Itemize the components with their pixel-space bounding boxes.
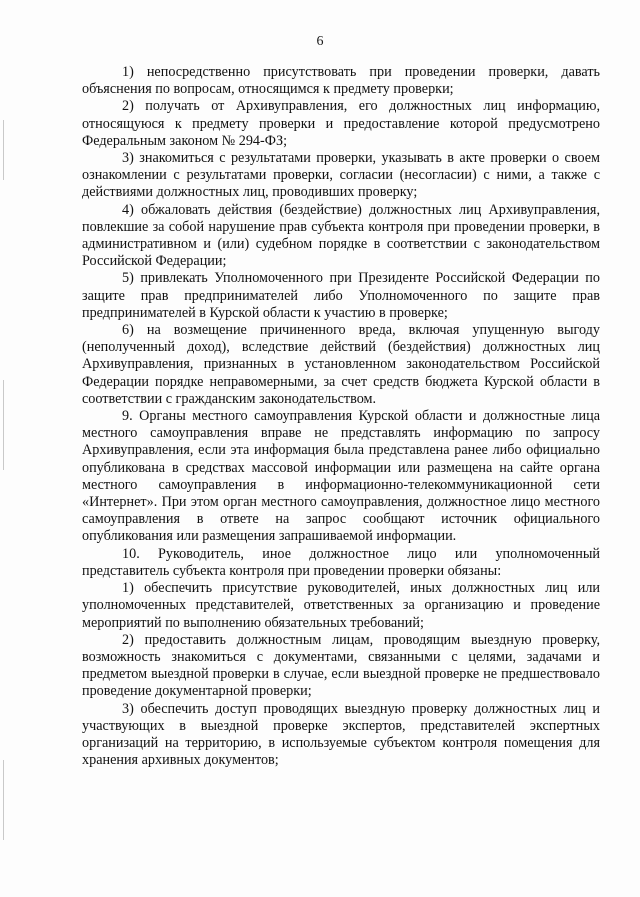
paragraph-duty-access: 3) обеспечить доступ проводящих выездную проверку должностных лиц и участвующих в выездной проверке экспертов, представителей экспертных организаций на территорию, в используемые субъектом контроля помещения для хранения архивных документов; [82, 700, 600, 769]
paragraph-right-attend: 1) непосредственно присутствовать при проведении проверки, давать объяснения по вопросам, относящимся к предмету проверки; [82, 64, 600, 98]
paragraph-right-ombudsman: 5) привлекать Уполномоченного при Президенте Российской Федерации по защите прав предпринимателей либо Уполномоченного по защите прав предпринимателей в Курской области к участию в проверке; [82, 270, 600, 321]
page-number: 6 [316, 34, 324, 49]
scan-edge-mark [3, 120, 4, 180]
document-body [82, 64, 600, 769]
paragraph-right-compensation: 6) на возмещение причиненного вреда, включая упущенную выгоду (неполученный доход), вследствие действий (бездействия) должностных лиц Архивуправления, признанных в установленном законодательством Российской Федерации порядке неправомерными, за счет средств бюджета Курской области в соответствии с гражданским законодательством. [82, 322, 600, 407]
paragraph-duty-presence: 1) обеспечить присутствие руководителей, иных должностных лиц или уполномоченных представителей, ответственных за организацию и проведение мероприятий по выполнению обязательных требований; [82, 580, 600, 631]
paragraph-right-receive-info: 2) получать от Архивуправления, его должностных лиц информацию, относящуюся к предмету проверки и предоставление которой предусмотрено Федеральным законом № 294-ФЗ; [82, 98, 600, 149]
paragraph-duty-documents: 2) предоставить должностным лицам, проводящим выездную проверку, возможность знакомиться с документами, связанными с целями, задачами и предметом выездной проверки в случае, если выездной проверке не предшествовало проведение документарной проверки; [82, 631, 600, 700]
scan-edge-mark [3, 380, 4, 470]
paragraph-item-10: 10. Руководитель, иное должностное лицо или уполномоченный представитель субъекта контроля при проведении проверки обязаны: [82, 545, 600, 579]
paragraph-right-review-results: 3) знакомиться с результатами проверки, указывать в акте проверки о своем ознакомлении с результатами проверки, согласии (несогласии) с ними, а также с действиями должностных лиц, проводивших проверку; [82, 150, 600, 201]
scan-edge-mark [3, 760, 4, 840]
paragraph-right-appeal: 4) обжаловать действия (бездействие) должностных лиц Архивуправления, повлекшие за собой нарушение прав субъекта контроля при проведении проверки, в административном и (или) судебном порядке в соответствии с законодательством Российской Федерации; [82, 201, 600, 270]
paragraph-item-9: 9. Органы местного самоуправления Курской области и должностные лица местного самоуправления вправе не представлять информацию по запросу Архивуправления, если эта информация была представлена ранее либо официально опубликована в средствах массовой информации или размещена на сайте органа местного самоуправления в информационно-телекоммуникационной сети «Интернет». При этом орган местного самоуправления, должностное лицо местного самоуправления в ответе на запрос сообщают источник официального опубликования или размещения запрашиваемой информации. [82, 408, 600, 545]
